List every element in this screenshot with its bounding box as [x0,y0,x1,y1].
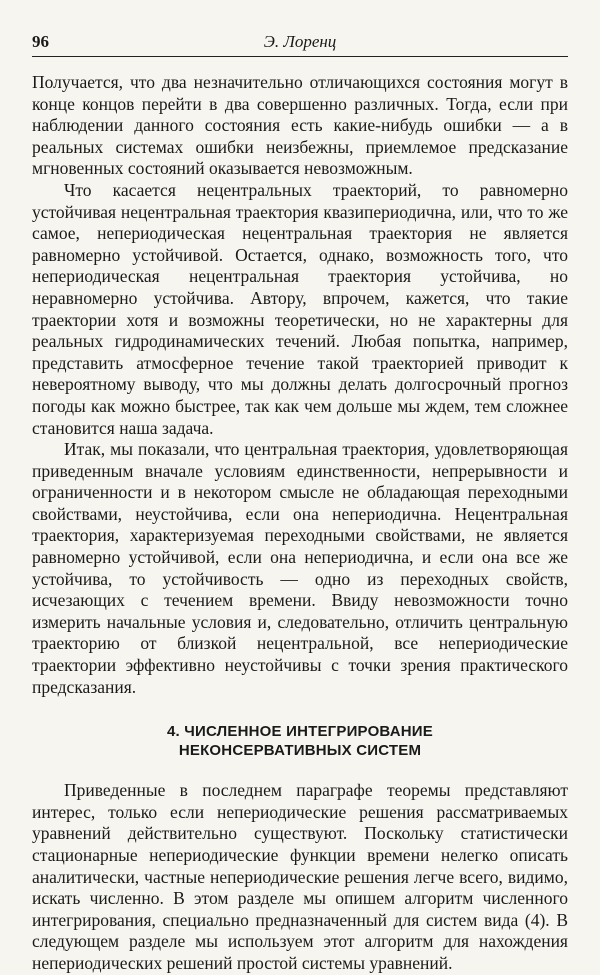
running-title: Э. Лоренц [263,32,337,51]
paragraph-1: Получается, что два незначительно отличающихся состояния могут в конце концов перейти в два совершенно различных. Тогда, если при наблюдении данного состояния есть какие-нибудь ошибки — а в реальных системах ошибки неизбежны, приемлемое предсказание мгновенных состояний оказывается невозможным. [32,72,568,179]
page-body [32,72,568,975]
paragraph-2: Что касается нецентральных траекторий, то равномерно устойчивая нецентральная траектория квазипериодична, или, что то же самое, непериодическая нецентральная траектория не является равномерно устойчивой. Остается, однако, возможность того, что непериодическая нецентральная траектория устойчива, но неравномерно устойчива. Автору, впрочем, кажется, что такие траектории хотя и возможны теоретически, но не характерны для реальных гидродинамических течений. Любая попытка, например, представить атмосферное течение такой траекторией приводит к невероятному выводу, что мы должны делать долгосрочный прогноз погоды как можно быстрее, так как чем дольше мы ждем, тем сложнее становится наша задача. [32,179,568,438]
section-paragraph: Приведенные в последнем параграфе теоремы представляют интерес, только если непериодические решения рассматриваемых уравнений действительно существуют. Поскольку статистически стационарные непериодические функции времени нелегко описать аналитически, частные непериодические решения легче всего, видимо, искать численно. В этом разделе мы опишем алгоритм численного интегрирования, специально предназначенный для систем вида (4). В следующем разделе мы используем этот алгоритм для нахождения непериодических решений простой системы уравнений. [32,780,568,973]
section-heading-line-2: НЕКОНСЕРВАТИВНЫХ СИСТЕМ [178,742,422,760]
section-heading [32,722,568,760]
page-number: 96 [32,32,49,51]
page-header [32,30,568,57]
section-heading-line-1: 4. ЧИСЛЕННОЕ ИНТЕГРИРОВАНИЕ [167,723,433,741]
paragraph-3: Итак, мы показали, что центральная траектория, удовлетворяющая приведенным вначале условиям единственности, непрерывности и ограниченности и в некотором смысле не обладающая переходными свойствами, неустойчива, если она непериодична. Нецентральная траектория, характеризуемая переходными свойствами, не является равномерно устойчивой, если она непериодична, и если она все же устойчива, то устойчивость — одно из переходных свойств, исчезающих с течением времени. Ввиду невозможности точно измерить начальные условия и, следовательно, отличить центральную траекторию от близкой нецентральной, все непериодические траектории эффективно неустойчивы с точки зрения практического предсказания. [32,439,568,697]
